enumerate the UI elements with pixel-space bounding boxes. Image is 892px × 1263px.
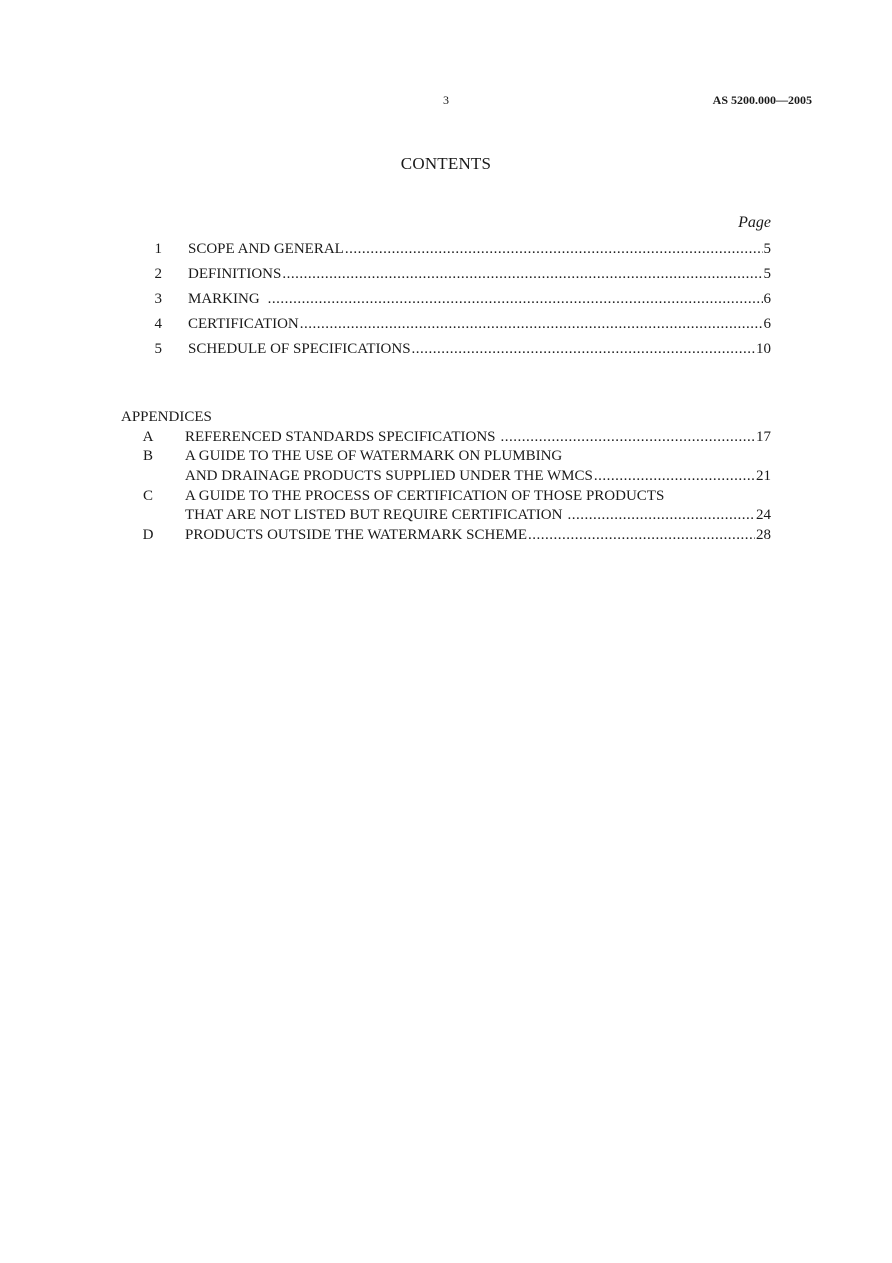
appendix-entry-d[interactable] — [0, 525, 892, 545]
toc-entry-title: SCOPE AND GENERAL — [188, 241, 344, 257]
document-id: AS 5200.000—2005 — [712, 93, 812, 107]
appendix-page: 17 — [756, 429, 771, 445]
appendix-page: 28 — [756, 527, 771, 543]
appendix-title: THAT ARE NOT LISTED BUT REQUIRE CERTIFICATION — [185, 507, 563, 523]
appendix-entry-b[interactable] — [0, 446, 892, 466]
dot-leader — [282, 264, 762, 284]
appendix-letter: D — [142, 527, 154, 543]
toc-entry-title: SCHEDULE OF SPECIFICATIONS — [188, 341, 411, 357]
toc-entry-schedule[interactable] — [0, 339, 892, 359]
dot-leader — [594, 466, 755, 486]
toc-entry-definitions[interactable] — [0, 264, 892, 284]
toc-entry-number: 2 — [154, 266, 162, 282]
dot-leader — [268, 289, 763, 309]
toc-entry-number: 5 — [154, 341, 162, 357]
dot-leader — [501, 427, 755, 447]
appendices-heading: APPENDICES — [121, 409, 212, 425]
toc-entry-certification[interactable] — [0, 314, 892, 334]
toc-entry-number: 3 — [154, 291, 162, 307]
appendix-page: 24 — [756, 507, 771, 523]
toc-entry-title: CERTIFICATION — [188, 316, 299, 332]
toc-entry-page: 5 — [763, 266, 771, 282]
appendix-page: 21 — [756, 468, 771, 484]
dot-leader — [528, 525, 755, 545]
dot-leader — [300, 314, 763, 334]
appendix-letter: A — [142, 429, 154, 445]
toc-entry-page: 6 — [763, 316, 771, 332]
appendix-entry-c-continued[interactable] — [0, 505, 892, 525]
toc-entry-title: MARKING — [188, 291, 260, 307]
dot-leader — [345, 239, 763, 259]
contents-title: CONTENTS — [400, 154, 492, 173]
toc-entry-page: 6 — [763, 291, 771, 307]
page-number: 3 — [443, 93, 449, 107]
appendix-title: AND DRAINAGE PRODUCTS SUPPLIED UNDER THE WMCS — [185, 468, 593, 484]
appendix-letter: C — [142, 488, 153, 504]
appendix-entry-b-continued[interactable] — [0, 466, 892, 486]
toc-entry-number: 4 — [154, 316, 162, 332]
dot-leader — [412, 339, 755, 359]
page-column-heading: Page — [738, 214, 771, 231]
toc-entry-page: 5 — [763, 241, 771, 257]
toc-entry-title: DEFINITIONS — [188, 266, 282, 282]
toc-entry-scope[interactable] — [0, 239, 892, 259]
toc-entry-marking[interactable] — [0, 289, 892, 309]
appendix-letter: B — [142, 448, 153, 464]
appendix-entry-a[interactable] — [0, 427, 892, 447]
dot-leader — [567, 505, 755, 525]
appendix-title: REFERENCED STANDARDS SPECIFICATIONS — [185, 429, 496, 445]
appendix-entry-c[interactable] — [0, 486, 892, 506]
appendix-title: PRODUCTS OUTSIDE THE WATERMARK SCHEME — [185, 527, 527, 543]
toc-entry-page: 10 — [756, 341, 771, 357]
appendix-title: A GUIDE TO THE PROCESS OF CERTIFICATION OF THOSE PRODUCTS — [185, 488, 665, 504]
appendix-title: A GUIDE TO THE USE OF WATERMARK ON PLUMBING — [185, 448, 563, 464]
toc-entry-number: 1 — [154, 241, 162, 257]
